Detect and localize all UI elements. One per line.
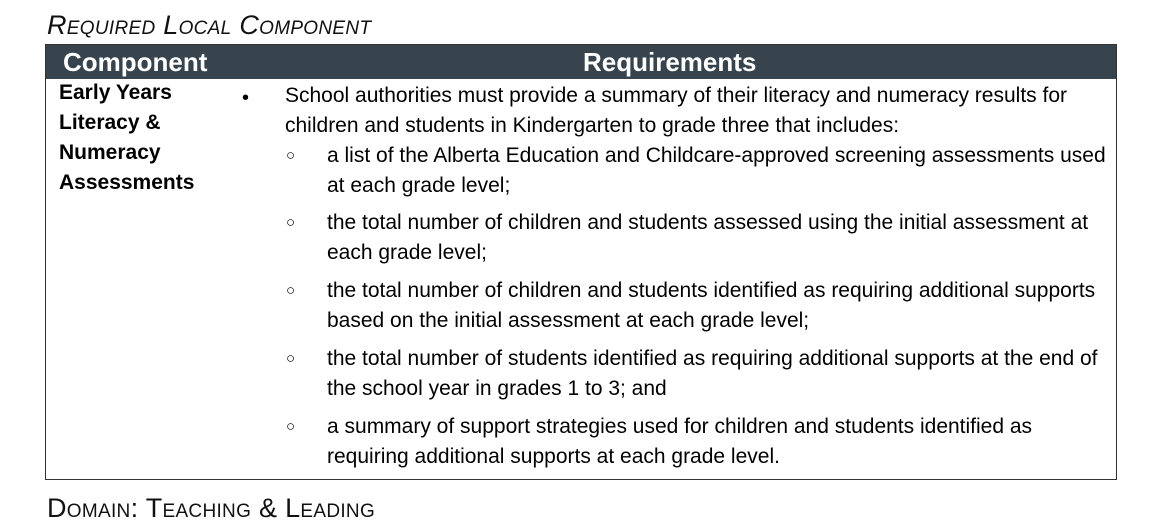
component-line: Literacy & [59,111,161,134]
component-line: Assessments [59,171,195,194]
hollow-bullet-icon: ○ [286,350,296,367]
component-line: Early Years [59,81,172,104]
component-cell [59,78,229,198]
bullet-icon: • [242,87,250,109]
list-item-text: the total number of students identified as requiring additional supports at the end of the school year in grades 1 to 3; and [327,347,1098,400]
hollow-bullet-icon: ○ [286,282,296,299]
list-item-text: a list of the Alberta Education and Childcare-approved screening assessments used at each grade level; [327,144,1106,197]
component-line: Numeracy [59,141,161,164]
section-heading: Required Local Component [47,10,372,40]
list-item-text: the total number of children and students assessed using the initial assessment at each grade level; [327,211,1089,264]
requirements-intro: School authorities must provide a summary of their literacy and numeracy results for children and students in Kindergarten to grade three that includes: [285,84,1067,137]
column-header-requirements: Requirements [583,47,757,77]
requirements-table [45,44,1117,480]
list-item-text: a summary of support strategies used for children and students identified as requiring additional supports at each grade level. [327,415,1033,468]
list-item-text: the total number of children and students identified as requiring additional supports based on the initial assessment at each grade level; [327,279,1096,332]
table-header-row [46,45,1116,79]
hollow-bullet-icon: ○ [286,418,296,435]
domain-heading: Domain: Teaching & Leading [47,493,376,523]
hollow-bullet-icon: ○ [286,214,296,231]
column-header-component: Component [63,47,208,77]
hollow-bullet-icon: ○ [286,147,296,164]
